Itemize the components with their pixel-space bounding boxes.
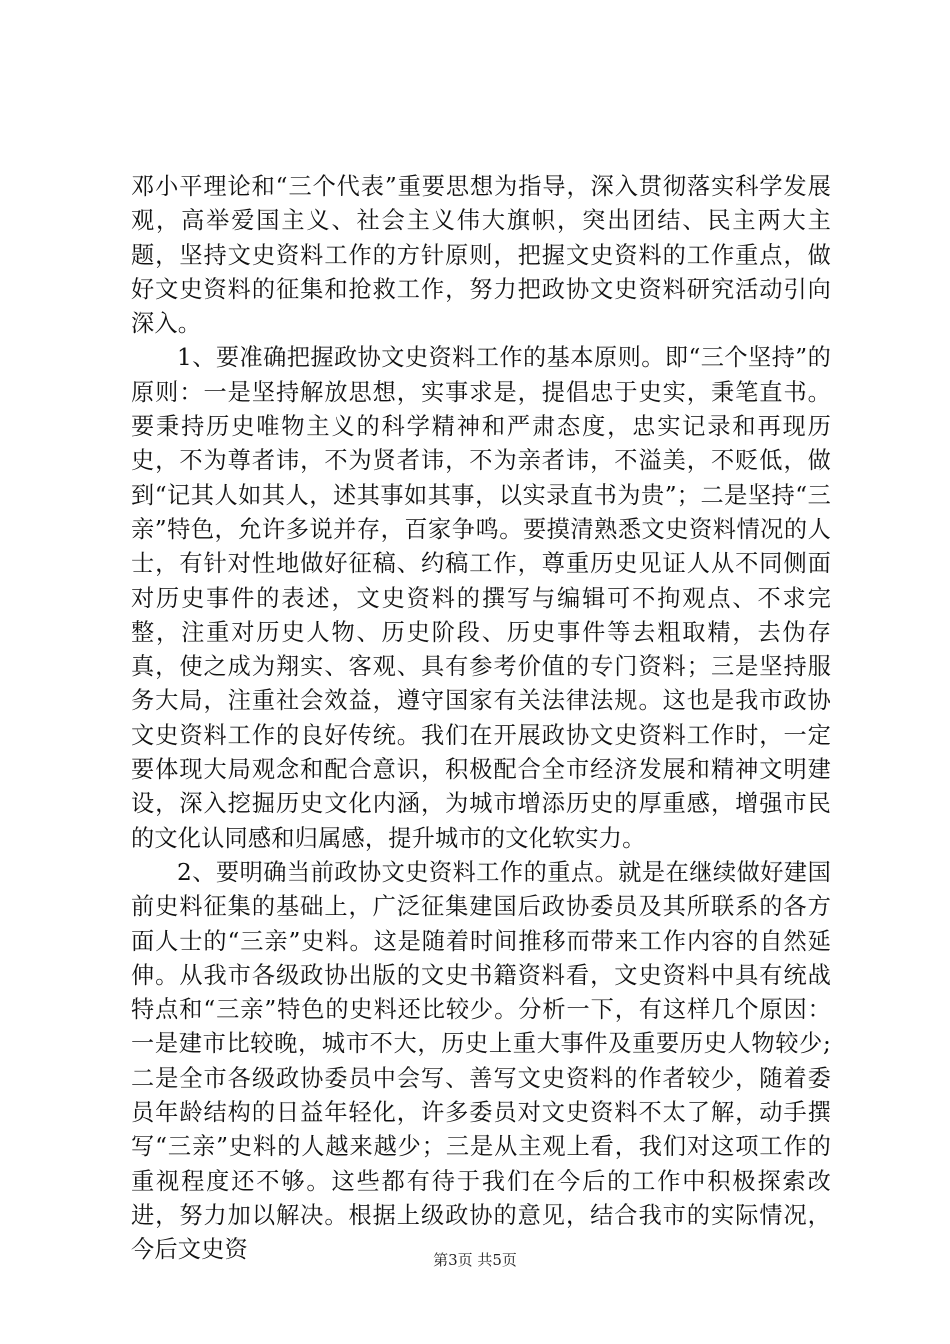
page-footer: 第3页 共5页 <box>433 1251 517 1269</box>
paragraph-work-focus: 2、要明确当前政协文史资料工作的重点。就是在继续做好建国前史料征集的基础上，广泛征集建国后政协委员及其所联系的各方面人士的“三亲”史料。这是随着时间推移而带来工作内容的自然延伸。从我市各级政协出版的文史书籍资料看，文史资料中具有统战特点和“三亲”特色的史料还比较少。分析一下，有这样几个原因：一是建市比较晚，城市不大，历史上重大事件及重要历史人物较少;二是全市各级政协委员中会写、善写文史资料的作者较少，随着委员年龄结构的日益年轻化，许多委员对文史资料不太了解，动手撰写“三亲”史料的人越来越少；三是从主观上看，我们对这项工作的重视程度还不够。这些都有待于我们在今后的工作中积极探索改进，努力加以解决。根据上级政协的意见，结合我市的实际情况，今后文史资 <box>131 858 831 1264</box>
document-body <box>131 170 831 1268</box>
paragraph-continuation: 邓小平理论和“三个代表”重要思想为指导，深入贯彻落实科学发展观，高举爱国主义、社会主义伟大旗帜，突出团结、民主两大主题，坚持文史资料工作的方针原则，把握文史资料的工作重点，做好文史资料的征集和抢救工作，努力把政协文史资料研究活动引向深入。 <box>131 173 831 338</box>
paragraph-basic-principles: 1、要准确把握政协文史资料工作的基本原则。即“三个坚持”的原则：一是坚持解放思想，实事求是，提倡忠于史实，秉笔直书。要秉持历史唯物主义的科学精神和严肃态度，忠实记录和再现历史，不为尊者讳，不为贤者讳，不为亲者讳，不溢美，不贬低，做到“记其人如其人，述其事如其事，以实录直书为贵”；二是坚持“三亲”特色，允许多说并存，百家争鸣。要摸清熟悉文史资料情况的人士，有针对性地做好征稿、约稿工作，尊重历史见证人从不同侧面对历史事件的表述，文史资料的撰写与编辑可不拘观点、不求完整，注重对历史人物、历史阶段、历史事件等去粗取精，去伪存真，使之成为翔实、客观、具有参考价值的专门资料；三是坚持服务大局，注重社会效益，遵守国家有关法律法规。这也是我市政协文史资料工作的良好传统。我们在开展政协文史资料工作时，一定要体现大局观念和配合意识，积极配合全市经济发展和精神文明建设，深入挖掘历史文化内涵，为城市增添历史的厚重感，增强市民的文化认同感和归属感，提升城市的文化软实力。 <box>131 344 831 852</box>
